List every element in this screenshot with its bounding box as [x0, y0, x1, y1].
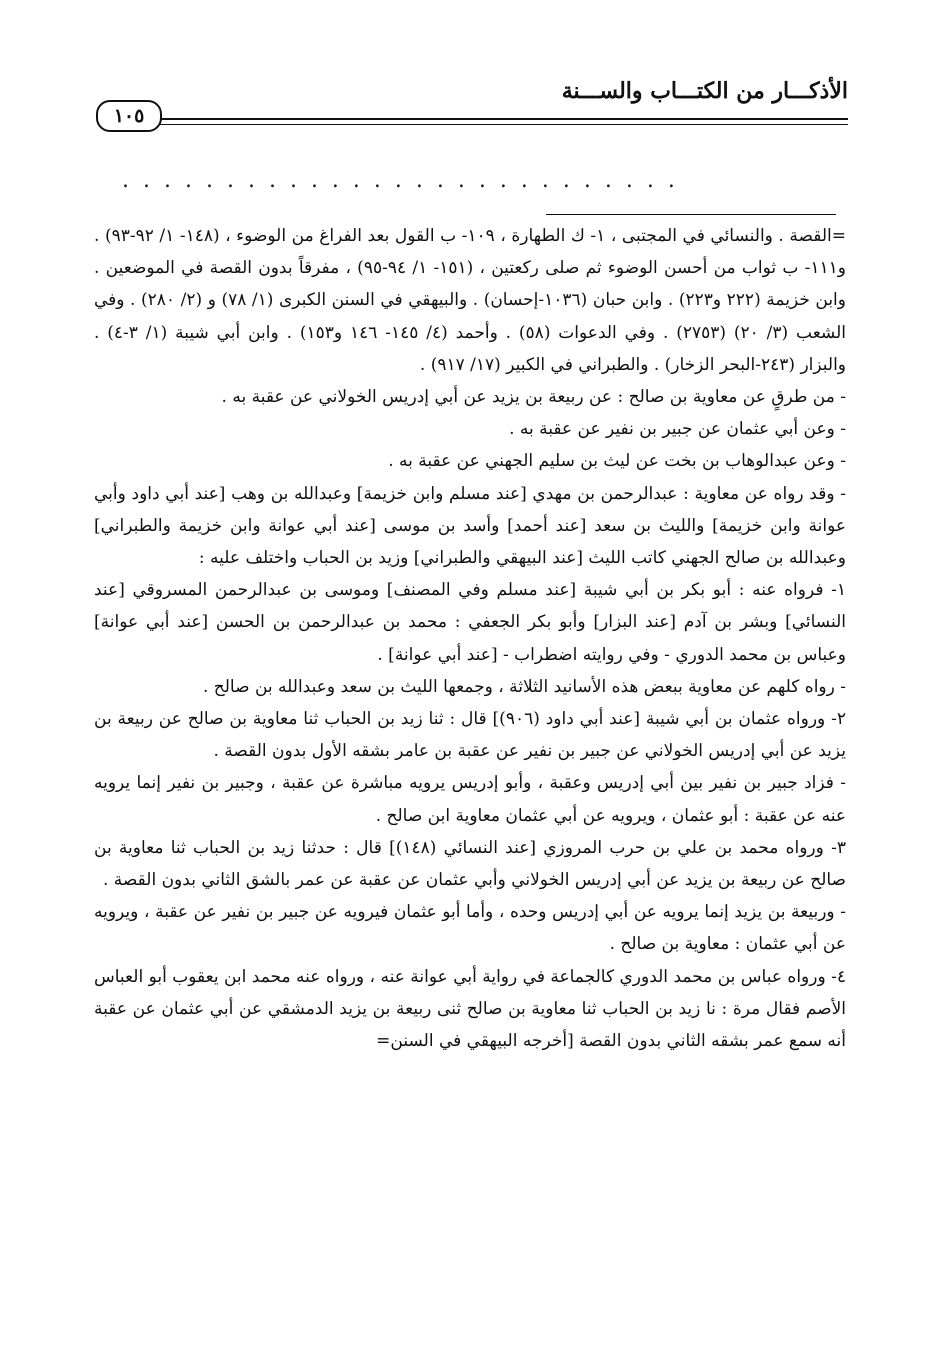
paragraph: - وقد رواه عن معاوية : عبدالرحمن بن مهدي [عند مسلم وابن خزيمة] وعبدالله بن وهب [عند أبي داود وأبي عوانة وابن خزيمة] والليث بن سعد [عند أحمد] وأسد بن موسى [عند أبي عوانة وابن خزيمة والطبراني] وعبدالله بن صالح الجهني كاتب الليث [عند البيهقي والطبراني] وزيد بن الحباب واختلف عليه :: [94, 483, 846, 569]
running-title: الأذكـــار من الكتـــاب والســـنة: [561, 78, 848, 104]
header-rule: [160, 118, 848, 120]
paragraph: ٢- ورواه عثمان بن أبي شيبة [عند أبي داود (٩٠٦)] قال : ثنا زيد بن الحباب ثنا معاوية بن صالح عن ربيعة بن يزيد عن أبي إدريس الخولاني عن جبير بن نفير عن عقبة بن عامر بشقه الأول بدون القصة .: [94, 709, 846, 762]
paragraph: - فزاد جبير بن نفير بين أبي إدريس وعقبة ، وأبو إدريس يرويه مباشرة عن عقبة ، وجبير بن نفير إنما يرويه عنه عن عقبة : أبو عثمان ، ويرويه عن أبي عثمان معاوية ابن صالح .: [94, 773, 846, 826]
paragraph: - وعن أبي عثمان عن جبير بن نفير عن عقبة به .: [509, 419, 846, 440]
paragraph: - وعن عبدالوهاب بن بخت عن ليث بن سليم الجهني عن عقبة به .: [388, 451, 846, 472]
page-header: [96, 78, 848, 134]
footnote-rule: [546, 214, 836, 215]
footnote-body: [94, 220, 846, 1057]
paragraph: ٤- ورواه عباس بن محمد الدوري كالجماعة في رواية أبي عوانة عنه ، ورواه عنه محمد ابن يعقوب أبو العباس الأصم فقال مرة : نا زيد بن الحباب ثنا معاوية بن صالح ثنى ربيعة بن يزيد الدمشقي عن أبي عثمان عن عقبة أنه سمع عمر بشقه الثاني بدون القصة [أخرجه البيهقي في السنن=: [94, 966, 846, 1052]
paragraph: - رواه كلهم عن معاوية ببعض هذه الأسانيد الثلاثة ، وجمعها الليث بن سعد وعبدالله بن صالح .: [202, 676, 846, 697]
header-rule-thin: [160, 124, 848, 125]
paragraph: - من طرقٍ عن معاوية بن صالح : عن ربيعة بن يزيد عن أبي إدريس الخولاني عن عقبة به .: [221, 387, 846, 408]
paragraph: =القصة . والنسائي في المجتبى ، ١- ك الطهارة ، ١٠٩- ب القول بعد الفراغ من الوضوء ، (١٤٨- ١/ ٩٢-٩٣) . و١١١- ب ثواب من أحسن الوضوء ثم صلى ركعتين ، (١٥١- ١/ ٩٤-٩٥) ، مفرقاً بدون القصة في الموضعين . وابن خزيمة (٢٢٢ و٢٢٣) . وابن حبان (١٠٣٦-إحسان) . والبيهقي في السنن الكبرى (١/ ٧٨) و (٢/ ٢٨٠) . وفي الشعب (٣/ ٢٠) (٢٧٥٣) . وفي الدعوات (٥٨) . وأحمد (٤/ ١٤٥- ١٤٦ و١٥٣) . وابن أبي شيبة (١/ ٣-٤) . والبزار (٢٤٣-البحر الزخار) . والطبراني في الكبير (١٧/ ٩١٧) .: [94, 226, 846, 375]
paragraph: ١- فرواه عنه : أبو بكر بن أبي شيبة [عند مسلم وفي المصنف] وموسى بن عبدالرحمن المسروقي [عند النسائي] وبشر بن آدم [عند البزار] وأبو بكر الجعفي : محمد بن عبدالرحمن بن الحسن [عند أبي عوانة] وعباس بن محمد الدوري - وفي روايته اضطراب - [عند أبي عوانة] .: [94, 580, 846, 665]
dotted-separator: ...........................: [122, 168, 689, 193]
page-number: ١٠٥: [96, 100, 162, 132]
paragraph: ٣- ورواه محمد بن علي بن حرب المروزي [عند النسائي (١٤٨)] قال : حدثنا زيد بن الحباب ثنا معاوية بن صالح عن ربيعة بن يزيد عن أبي إدريس الخولاني وأبي عثمان عن عقبة عن عمر بالشق الثاني بدون القصة .: [94, 837, 846, 891]
paragraph: - وربيعة بن يزيد إنما يرويه عن أبي إدريس وحده ، وأما أبو عثمان فيرويه عن جبير بن نفير عن عقبة ، ويرويه عن أبي عثمان : معاوية بن صالح .: [94, 902, 846, 955]
